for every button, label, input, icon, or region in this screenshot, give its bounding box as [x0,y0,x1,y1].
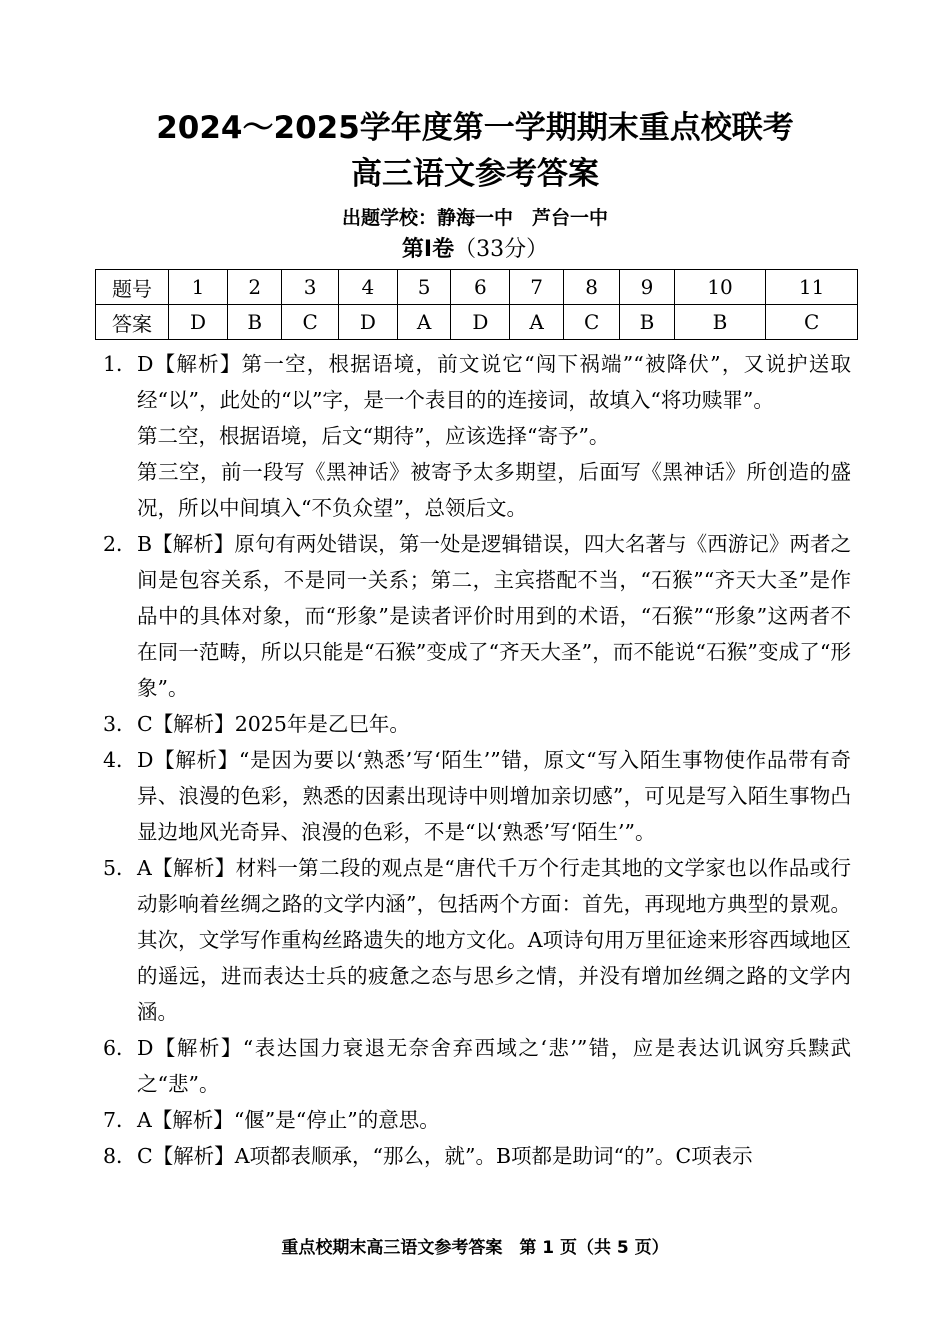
question-number: 11 [766,270,858,305]
explanation-item-5 [103,850,851,1030]
explanation-item-1 [103,346,851,526]
explanation-item-4 [103,742,851,850]
explanation-item-7 [103,1102,851,1138]
section-heading [0,234,950,265]
answer-row [96,305,858,340]
analysis-tag: 【解析】 [151,1108,234,1132]
item-answer: D [137,1036,154,1060]
item-paragraph: 原句有两处错误，第一处是逻辑错误，四大名著与《西游记》两者之间是包容关系，不是同一关系；第二，主宾搭配不当，“石猴”“齐天大圣”是作品中的具体对象，而“形象”是读者评价时用到的术语，“石猴”“形象”这两者不在同一范畴，所以只能是“石猴”变成了“齐天大圣”，而不能说“石猴”变成了“形象”。 [137,532,852,700]
answer-cell: C [282,305,338,340]
item-paragraph: 第三空，前一段写《黑神话》被寄予太多期望，后面写《黑神话》所创造的盛况，所以中间填入“不负众望”，总领后文。 [137,460,851,520]
explanation-item-8 [103,1138,851,1174]
section-name: 第Ⅰ卷 [401,237,455,262]
question-number: 4 [338,270,397,305]
question-number: 7 [510,270,564,305]
item-number: 4． [103,748,137,772]
question-number: 2 [228,270,282,305]
item-paragraph: 2025年是乙巳年。 [234,712,410,736]
item-paragraph: 材料一第二段的观点是“唐代千万个行走其地的文学家也以作品或行动影响着丝绸之路的文学内涵”，包括两个方面：首先，再现地方典型的景观。其次，文学写作重构丝路遗失的地方文化。A项诗句用万里征途来形容西域地区的遥远，进而表达士兵的疲惫之态与思乡之情，并没有增加丝绸之路的文学内涵。 [137,856,851,1024]
page-footer: 重点校期末高三语文参考答案 第 1 页（共 5 页） [281,1238,669,1258]
item-paragraph: 第二空，根据语境，后文“期待”，应该选择“寄予”。 [137,424,610,448]
item-number: 8． [103,1144,137,1168]
explanation-list [103,346,851,1174]
answer-cell: C [563,305,619,340]
answer-cell: A [510,305,564,340]
item-number: 2． [103,532,137,556]
answer-cell: B [674,305,766,340]
question-number: 9 [620,270,674,305]
item-answer: D [137,352,154,376]
question-number: 3 [282,270,338,305]
answer-cell: C [766,305,858,340]
analysis-tag: 【解析】 [153,352,242,376]
item-number: 1． [103,352,137,376]
schools-line: 出题学校：静海一中 芦台一中 [341,207,608,229]
question-number: 8 [563,270,619,305]
analysis-tag: 【解析】 [152,1144,235,1168]
row-label-number: 题号 [96,270,169,305]
item-answer: D [137,748,154,772]
document-subtitle: 高三语文参考答案 [351,156,599,192]
item-paragraph: 第一空，根据语境，前文说它“闯下祸端”“被降伏”，又说护送取经“以”，此处的“以”字，是一个表目的的连接词，故填入“将功赎罪”。 [137,352,852,412]
analysis-tag: 【解析】 [153,748,239,772]
item-answer: A [137,1108,152,1132]
analysis-tag: 【解析】 [152,712,235,736]
answer-cell: B [620,305,674,340]
explanation-item-6 [103,1030,851,1102]
item-number: 7． [103,1108,137,1132]
answer-table [95,269,858,340]
answer-cell: D [169,305,228,340]
item-number: 6． [103,1036,137,1060]
analysis-tag: 【解析】 [153,1036,243,1060]
explanation-item-3 [103,706,851,742]
question-number: 5 [397,270,451,305]
answer-cell: D [451,305,510,340]
document-title: 2024～2025学年度第一学期期末重点校联考 [156,110,794,146]
question-number: 1 [169,270,228,305]
answer-cell: D [338,305,397,340]
item-answer: C [137,1144,153,1168]
answer-cell: A [397,305,451,340]
item-answer: A [137,856,152,880]
item-number: 5． [103,856,137,880]
explanation-item-2 [103,526,851,706]
question-number: 10 [674,270,766,305]
item-paragraph: A项都表顺承，“那么，就”。B项都是助词“的”。C项表示 [234,1144,753,1168]
analysis-tag: 【解析】 [151,856,236,880]
section-score: （33分） [454,237,549,262]
item-number: 3． [103,712,137,736]
item-answer: C [137,712,153,736]
question-number: 6 [451,270,510,305]
item-paragraph: “表达国力衰退无奈舍弃西域之‘悲’”错，应是表达讥讽穷兵黩武之“悲”。 [137,1036,851,1096]
item-paragraph: “偃”是“停止”的意思。 [233,1108,440,1132]
answer-cell: B [228,305,282,340]
item-answer: B [137,532,153,556]
analysis-tag: 【解析】 [152,532,235,556]
item-paragraph: “是因为要以‘熟悉’写‘陌生’”错，原文“写入陌生事物使作品带有奇异、浪漫的色彩，熟悉的因素出现诗中则增加亲切感”，可见是写入陌生事物凸显边地风光奇异、浪漫的色彩，不是“以‘熟悉’写‘陌生’”。 [137,748,851,844]
row-label-answer: 答案 [96,305,169,340]
question-number-row [96,270,858,305]
